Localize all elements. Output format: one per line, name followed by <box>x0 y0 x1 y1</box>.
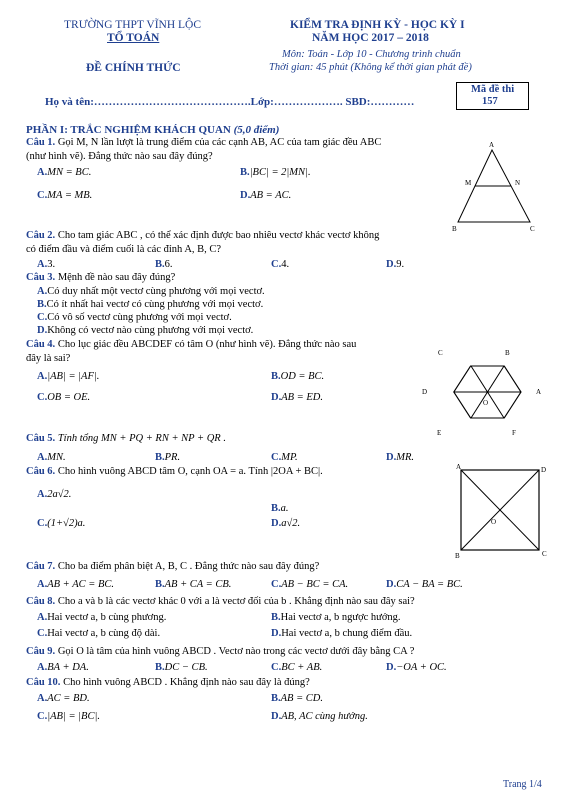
sq-label-c: C <box>542 550 547 558</box>
q5-option-a[interactable]: A.MN. <box>37 452 66 463</box>
q5-option-b[interactable]: B.PR. <box>155 452 181 463</box>
q2-stem-2: có điểm đầu và điểm cuối là các đỉnh A, B, C? <box>26 244 222 255</box>
q3-option-b[interactable]: B.Có ít nhất hai vectơ có cùng phương với mọi vectơ. <box>37 299 264 310</box>
q2-stem: Câu 2. Cho tam giác ABC , có thể xác định được bao nhiêu vectơ khác vectơ không <box>26 230 380 241</box>
school-name: TRƯỜNG THPT VĨNH LỘC <box>64 19 202 31</box>
tri-label-n: N <box>515 179 521 187</box>
sq-label-o: O <box>491 518 497 526</box>
hex-label-f: F <box>512 429 516 437</box>
official-label: ĐỀ CHÍNH THỨC <box>86 62 181 74</box>
q7-stem: Câu 7. Cho ba điểm phân biệt A, B, C . Đẳng thức nào sau đây đúng? <box>26 561 320 572</box>
q9-option-b[interactable]: B.DC − CB. <box>155 662 208 673</box>
q8-option-b[interactable]: B.Hai vectơ a, b ngược hướng. <box>271 612 401 623</box>
q8-option-a[interactable]: A.Hai vectơ a, b cùng phương. <box>37 612 167 623</box>
q9-option-d[interactable]: D.−OA + OC. <box>386 662 447 673</box>
subject-line: Môn: Toán - Lớp 10 - Chương trình chuẩn <box>282 49 461 60</box>
hex-label-d: D <box>422 388 428 396</box>
tri-label-a: A <box>489 141 495 149</box>
q3-option-d[interactable]: D.Không có vectơ nào cùng phương với mọi vectơ. <box>37 325 254 336</box>
q9-stem: Câu 9. Gọi O là tâm của hình vuông ABCD . Vectơ nào trong các vectơ dưới đây bằng CA ? <box>26 646 415 657</box>
sq-label-b: B <box>455 552 460 560</box>
q10-stem: Câu 10. Cho hình vuông ABCD . Khẳng định nào sau đây là đúng? <box>26 677 310 688</box>
q9-option-c[interactable]: C.BC + AB. <box>271 662 323 673</box>
exam-code-box <box>456 82 529 110</box>
sq-label-a: A <box>456 463 462 471</box>
tri-label-b: B <box>452 225 457 233</box>
square-figure <box>452 461 552 559</box>
q10-option-c[interactable]: C.|AB| = |BC|. <box>37 711 100 722</box>
q4-option-b[interactable]: B.OD = BC. <box>271 371 325 382</box>
q6-option-b[interactable]: B.a. <box>271 503 289 514</box>
time-line: Thời gian: 45 phút (Không kể thời gian phát đề) <box>269 62 472 73</box>
q8-option-d[interactable]: D.Hai vectơ a, b chung điểm đầu. <box>271 628 413 639</box>
q3-stem: Câu 3. Mệnh đề nào sau đây đúng? <box>26 272 176 283</box>
q4-option-c[interactable]: C.OB = OE. <box>37 392 91 403</box>
q10-option-d[interactable]: D.AB, AC cùng hướng. <box>271 711 368 722</box>
q6-option-c[interactable]: C.(1+√2)a. <box>37 518 86 529</box>
q7-option-c[interactable]: C.AB − BC = CA. <box>271 579 349 590</box>
q2-option-a[interactable]: A.3. <box>37 259 56 270</box>
triangle-figure <box>446 138 546 234</box>
q5-option-d[interactable]: D.MR. <box>386 452 415 463</box>
q10-option-b[interactable]: B.AB = CD. <box>271 693 324 704</box>
tri-label-c: C <box>530 225 535 233</box>
q1-option-a[interactable]: A.MN = BC. <box>37 167 92 178</box>
part1-score: (5,0 điểm) <box>233 124 280 136</box>
q4-stem-2: đây là sai? <box>26 353 71 364</box>
q1-option-c[interactable]: C.MA = MB. <box>37 190 93 201</box>
hex-label-a: A <box>536 388 542 396</box>
q8-option-c[interactable]: C.Hai vectơ a, b cùng độ dài. <box>37 628 161 639</box>
exam-title: KIỂM TRA ĐỊNH KỲ - HỌC KỲ I <box>290 19 465 31</box>
q7-option-b[interactable]: B.AB + CA = CB. <box>155 579 232 590</box>
exam-code-label: Mã đề thi <box>471 84 515 95</box>
q1-option-d[interactable]: D.AB = AC. <box>240 190 292 201</box>
q7-option-a[interactable]: A.AB + AC = BC. <box>37 579 114 590</box>
student-info-line: Họ và tên:…………………………………….Lớp:………………. SBD:………… <box>45 96 415 108</box>
sq-label-d: D <box>541 466 547 474</box>
q2-option-d[interactable]: D.9. <box>386 259 405 270</box>
q3-option-a[interactable]: A.Có duy nhất một vectơ cùng phương với mọi vectơ. <box>37 286 265 297</box>
dept-name: TỔ TOÁN <box>107 32 160 44</box>
q6-stem: Câu 6. Cho hình vuông ABCD tâm O, cạnh OA = a. Tính |2OA + BC|. <box>26 466 323 477</box>
tri-label-m: M <box>465 179 472 187</box>
q6-option-d[interactable]: D.a√2. <box>271 518 301 529</box>
q1-stem-2: (như hình vẽ). Đẳng thức nào sau đây đúng? <box>26 151 213 162</box>
q6-option-a[interactable]: A.2a√2. <box>37 489 72 500</box>
q4-option-d[interactable]: D.AB = ED. <box>271 392 324 403</box>
q7-option-d[interactable]: D.CA − BA = BC. <box>386 579 463 590</box>
q1-text: Gọi M, N lần lượt là trung điểm của các cạnh AB, AC của tam giác đều ABC <box>55 137 382 148</box>
q4-stem: Câu 4. Cho lục giác đều ABCDEF có tâm O (như hình vẽ). Đẳng thức nào sau <box>26 339 357 350</box>
q2-option-b[interactable]: B.6. <box>155 259 173 270</box>
q3-option-c[interactable]: C.Có vô số vectơ cùng phương với mọi vectơ. <box>37 312 232 323</box>
q5-option-c[interactable]: C.MP. <box>271 452 298 463</box>
q4-option-a[interactable]: A.|AB| = |AF|. <box>37 371 100 382</box>
part1-title: PHẦN I: TRẮC NGHIỆM KHÁCH QUAN <box>26 124 231 136</box>
hex-label-o: O <box>483 399 489 407</box>
hex-label-b: B <box>505 349 510 357</box>
q9-option-a[interactable]: A.BA + DA. <box>37 662 89 673</box>
q2-option-c[interactable]: C.4. <box>271 259 290 270</box>
hexagon-figure <box>422 345 555 441</box>
q8-stem: Câu 8. Cho a và b là các vectơ khác 0 với a là vectơ đối của b . Khẳng định nào sau đây sai? <box>26 596 415 607</box>
q1-option-b[interactable]: B.|BC| = 2|MN|. <box>240 167 311 178</box>
exam-code-value: 157 <box>482 96 498 107</box>
q10-option-a[interactable]: A.AC = BD. <box>37 693 90 704</box>
page-number: Trang 1/4 <box>503 779 542 790</box>
part1-heading <box>26 124 279 136</box>
hex-label-c: C <box>438 349 443 357</box>
q1-label: Câu 1. <box>26 137 56 148</box>
q1-stem <box>26 137 381 148</box>
school-year: NĂM HỌC 2017 – 2018 <box>312 32 429 44</box>
hex-label-e: E <box>437 429 442 437</box>
q5-stem: Câu 5. Tính tổng MN + PQ + RN + NP + QR . <box>26 433 226 444</box>
